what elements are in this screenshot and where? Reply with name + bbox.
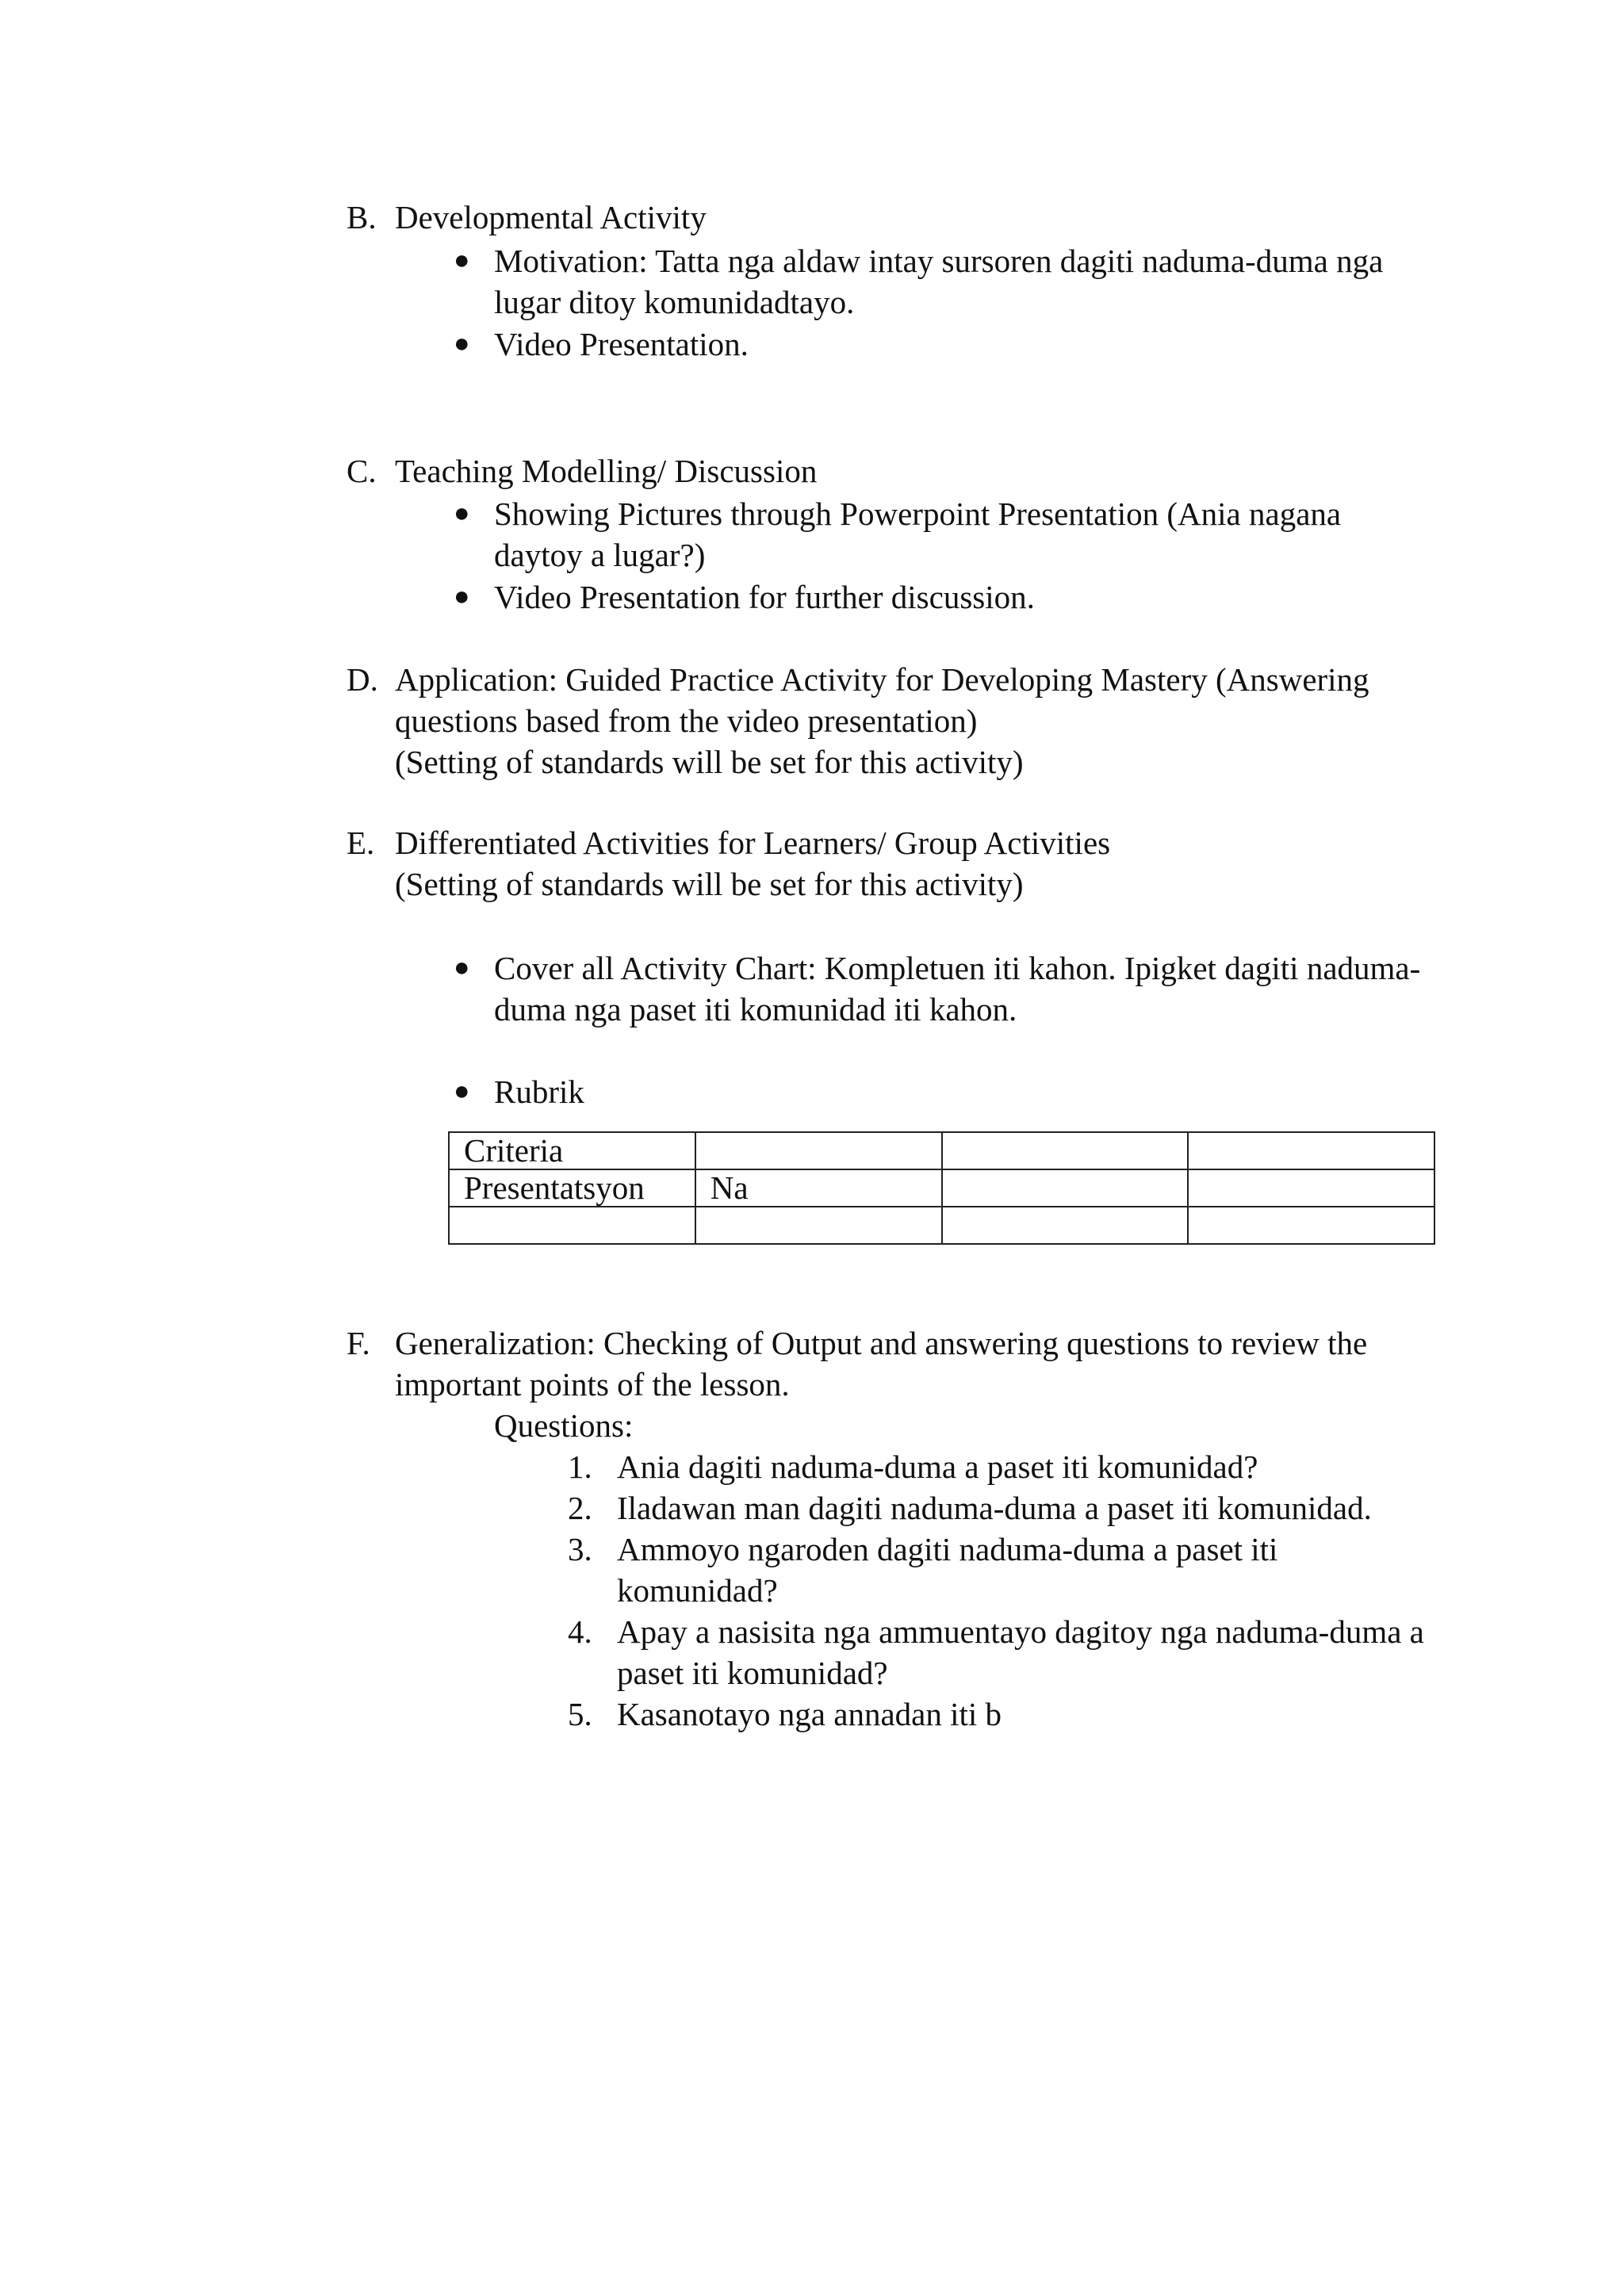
question-text-continuation: komunidad? xyxy=(617,1572,778,1609)
table-row xyxy=(449,1169,1434,1207)
table-cell xyxy=(695,1207,942,1244)
paragraph-line: important points of the lesson. xyxy=(395,1366,790,1402)
paragraph-line: (Setting of standards will be set for this activity) xyxy=(395,744,1024,780)
bullet-icon: ● xyxy=(454,582,470,611)
table-row xyxy=(449,1207,1434,1244)
questions-label: Questions: xyxy=(494,1407,634,1444)
table-cell xyxy=(449,1207,695,1244)
table-cell xyxy=(942,1132,1189,1169)
bullet-icon: ● xyxy=(454,1077,470,1106)
bullet-icon: ● xyxy=(454,329,470,358)
bullet-icon: ● xyxy=(454,499,470,528)
question-number: 3. xyxy=(568,1531,592,1567)
list-item-continuation: lugar ditoy komunidadtayo. xyxy=(494,284,855,320)
paragraph-line: questions based from the video presentation) xyxy=(395,702,978,739)
section-d-marker: D. xyxy=(347,661,378,698)
question-text: Kasanotayo nga annadan iti b xyxy=(617,1696,1002,1732)
table-cell xyxy=(695,1132,942,1169)
table-row xyxy=(449,1132,1434,1169)
table-cell: Presentatsyon xyxy=(449,1169,695,1207)
table-cell xyxy=(1188,1169,1434,1207)
question-number: 4. xyxy=(568,1613,592,1650)
question-text: Ammoyo ngaroden dagiti naduma-duma a paset iti xyxy=(617,1531,1278,1567)
table-cell xyxy=(1188,1207,1434,1244)
rubric-table xyxy=(448,1131,1435,1245)
question-number: 1. xyxy=(568,1448,592,1485)
list-item: Showing Pictures through Powerpoint Presentation (Ania nagana xyxy=(494,496,1342,532)
question-text: Apay a nasisita nga ammuentayo dagitoy nga naduma-duma a xyxy=(617,1613,1424,1650)
list-item-continuation: daytoy a lugar?) xyxy=(494,537,706,573)
section-e-marker: E. xyxy=(347,825,375,861)
question-text-continuation: paset iti komunidad? xyxy=(617,1655,888,1691)
table-cell xyxy=(1188,1132,1434,1169)
question-text: Ania dagiti naduma-duma a paset iti komunidad? xyxy=(617,1448,1258,1485)
question-text: Iladawan man dagiti naduma-duma a paset iti komunidad. xyxy=(617,1490,1372,1526)
list-item: Video Presentation. xyxy=(494,326,749,362)
section-f-marker: F. xyxy=(347,1325,370,1361)
list-item-continuation: duma nga paset iti komunidad iti kahon. xyxy=(494,991,1017,1027)
section-c-marker: C. xyxy=(347,453,377,489)
list-item: Rubrik xyxy=(494,1073,584,1110)
list-item: Video Presentation for further discussion. xyxy=(494,579,1035,615)
table-cell: Criteria xyxy=(449,1132,695,1169)
section-b-heading: Developmental Activity xyxy=(395,199,707,235)
question-number: 5. xyxy=(568,1696,592,1732)
bullet-icon: ● xyxy=(454,246,470,275)
table-cell xyxy=(942,1207,1189,1244)
paragraph-line: Generalization: Checking of Output and answering questions to review the xyxy=(395,1325,1368,1361)
paragraph-line: Differentiated Activities for Learners/ Group Activities xyxy=(395,825,1111,861)
section-c-heading: Teaching Modelling/ Discussion xyxy=(395,453,818,489)
question-number: 2. xyxy=(568,1490,592,1526)
paragraph-line: (Setting of standards will be set for this activity) xyxy=(395,866,1024,902)
paragraph-line: Application: Guided Practice Activity for Developing Mastery (Answering xyxy=(395,661,1369,698)
list-item: Motivation: Tatta nga aldaw intay sursoren dagiti naduma-duma nga xyxy=(494,243,1384,279)
list-item: Cover all Activity Chart: Kompletuen iti kahon. Ipigket dagiti naduma- xyxy=(494,950,1421,986)
section-b-marker: B. xyxy=(347,199,377,235)
table-cell xyxy=(942,1169,1189,1207)
table-cell: Na xyxy=(695,1169,942,1207)
bullet-icon: ● xyxy=(454,953,470,982)
